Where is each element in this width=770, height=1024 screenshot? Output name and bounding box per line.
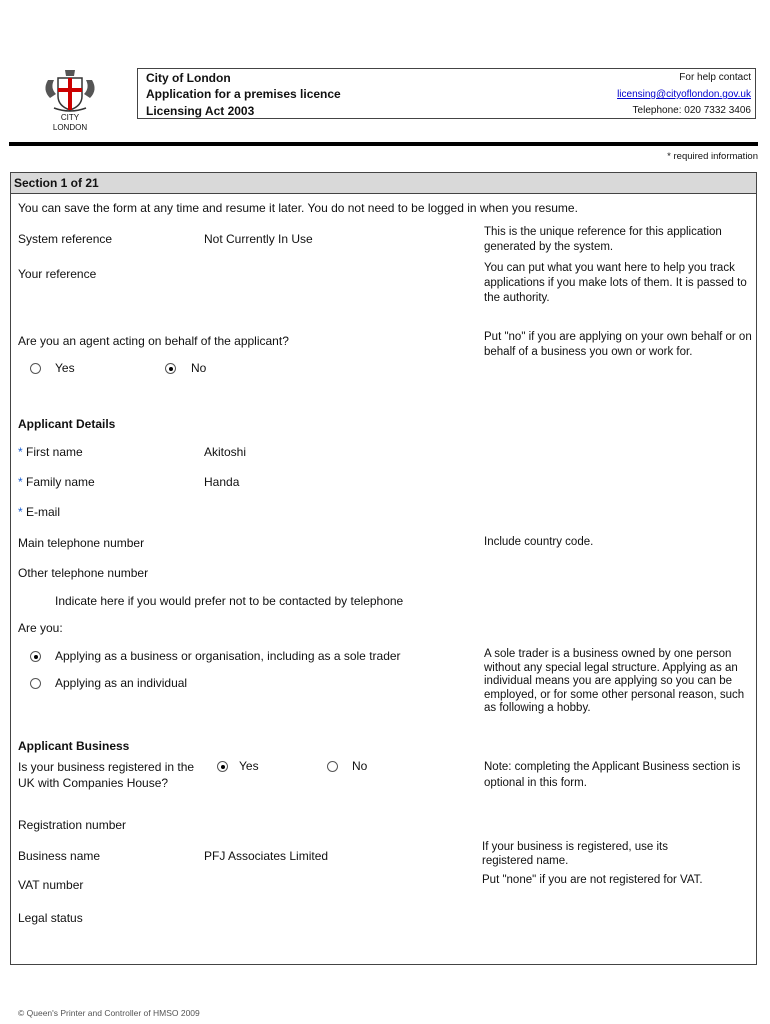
agent-yes-radio[interactable] xyxy=(30,363,41,374)
applicant-business-heading: Applicant Business xyxy=(18,739,130,753)
business-name-input[interactable]: PFJ Associates Limited xyxy=(204,849,329,863)
vat-number-help: Put "none" if you are not registered for VAT. xyxy=(482,874,703,886)
registered-no-radio[interactable] xyxy=(327,761,338,772)
form-title: Application for a premises licence xyxy=(146,87,341,101)
agent-question: Are you an agent acting on behalf of the applicant? xyxy=(18,334,289,348)
help-phone: Telephone: 020 7332 3406 xyxy=(632,105,751,116)
required-star: * xyxy=(18,475,23,489)
main-phone-help: Include country code. xyxy=(484,536,594,548)
system-reference-help: This is the unique reference for this application generated by the system. xyxy=(484,226,722,253)
help-label: For help contact xyxy=(679,72,751,83)
act-title: Licensing Act 2003 xyxy=(146,104,255,118)
help-email-link[interactable]: licensing@cityoflondon.gov.uk xyxy=(617,89,751,100)
header-box xyxy=(137,68,756,119)
family-name-input[interactable]: Handa xyxy=(204,475,240,489)
agent-yes-label: Yes xyxy=(55,361,75,375)
business-optional-note: Note: completing the Applicant Business section is optional in this form. xyxy=(484,761,741,789)
registered-question: Is your business registered in the UK with Companies House? xyxy=(18,760,195,790)
svg-text:LONDON: LONDON xyxy=(52,123,88,132)
individual-option-radio[interactable] xyxy=(30,678,41,689)
vat-number-label: VAT number xyxy=(18,878,84,892)
no-phone-contact-option[interactable]: Indicate here if you would prefer not to be contacted by telephone xyxy=(55,594,404,608)
svg-text:CITY: CITY xyxy=(60,113,80,122)
agent-no-radio[interactable] xyxy=(165,363,176,374)
main-phone-input[interactable] xyxy=(204,536,464,552)
email-input[interactable] xyxy=(204,505,464,521)
registered-no-label: No xyxy=(352,759,368,773)
business-name-label: Business name xyxy=(18,849,101,863)
registered-yes-label: Yes xyxy=(239,759,259,773)
business-name-help: If your business is registered, use its registered name. xyxy=(482,841,668,867)
first-name-input[interactable]: Akitoshi xyxy=(204,445,247,459)
your-reference-label: Your reference xyxy=(18,267,97,281)
are-you-label: Are you: xyxy=(18,621,63,635)
first-name-label: * First name xyxy=(18,445,83,459)
agent-no-label: No xyxy=(191,361,207,375)
system-reference-value: Not Currently In Use xyxy=(204,232,313,246)
business-option-label: Applying as a business or organisation, including as a sole trader xyxy=(55,649,401,663)
legal-status-label: Legal status xyxy=(18,911,83,925)
section-header xyxy=(10,172,757,194)
individual-option-label: Applying as an individual xyxy=(55,676,188,690)
org-name: City of London xyxy=(146,71,231,85)
your-reference-help: You can put what you want here to help you track applications if you make lots of them. It is passed to the authority. xyxy=(484,262,747,304)
copyright-footer: © Queen's Printer and Controller of HMSO 2009 xyxy=(18,1008,200,1018)
required-note: * required information xyxy=(667,151,758,162)
are-you-help: A sole trader is a business owned by one person without any special legal structure. Applying as an individual means you are applying so you can be employed, or for some other personal reason, such as following a hobby. xyxy=(484,648,745,714)
section-title: Section 1 of 21 xyxy=(14,176,99,190)
required-star: * xyxy=(18,505,23,519)
header-divider xyxy=(9,142,758,146)
agent-help: Put "no" if you are applying on your own behalf or on behalf of a business you own or work for. xyxy=(484,331,752,358)
vat-number-input[interactable] xyxy=(204,878,464,894)
legal-status-select[interactable] xyxy=(204,911,464,927)
business-option-radio[interactable] xyxy=(30,651,41,662)
city-of-london-logo xyxy=(40,68,100,134)
registration-number-label: Registration number xyxy=(18,818,127,832)
other-phone-label: Other telephone number xyxy=(18,566,149,580)
your-reference-input[interactable] xyxy=(204,267,464,283)
email-label: * E-mail xyxy=(18,505,61,519)
required-star: * xyxy=(18,445,23,459)
main-phone-label: Main telephone number xyxy=(18,536,145,550)
save-note: You can save the form at any time and resume it later. You do not need to be logged in when you resume. xyxy=(18,201,578,215)
family-name-label: * Family name xyxy=(18,475,95,489)
applicant-details-heading: Applicant Details xyxy=(18,417,116,431)
system-reference-label: System reference xyxy=(18,232,113,246)
registered-yes-radio[interactable] xyxy=(217,761,228,772)
other-phone-input[interactable] xyxy=(204,566,464,582)
registration-number-input[interactable] xyxy=(204,818,464,834)
